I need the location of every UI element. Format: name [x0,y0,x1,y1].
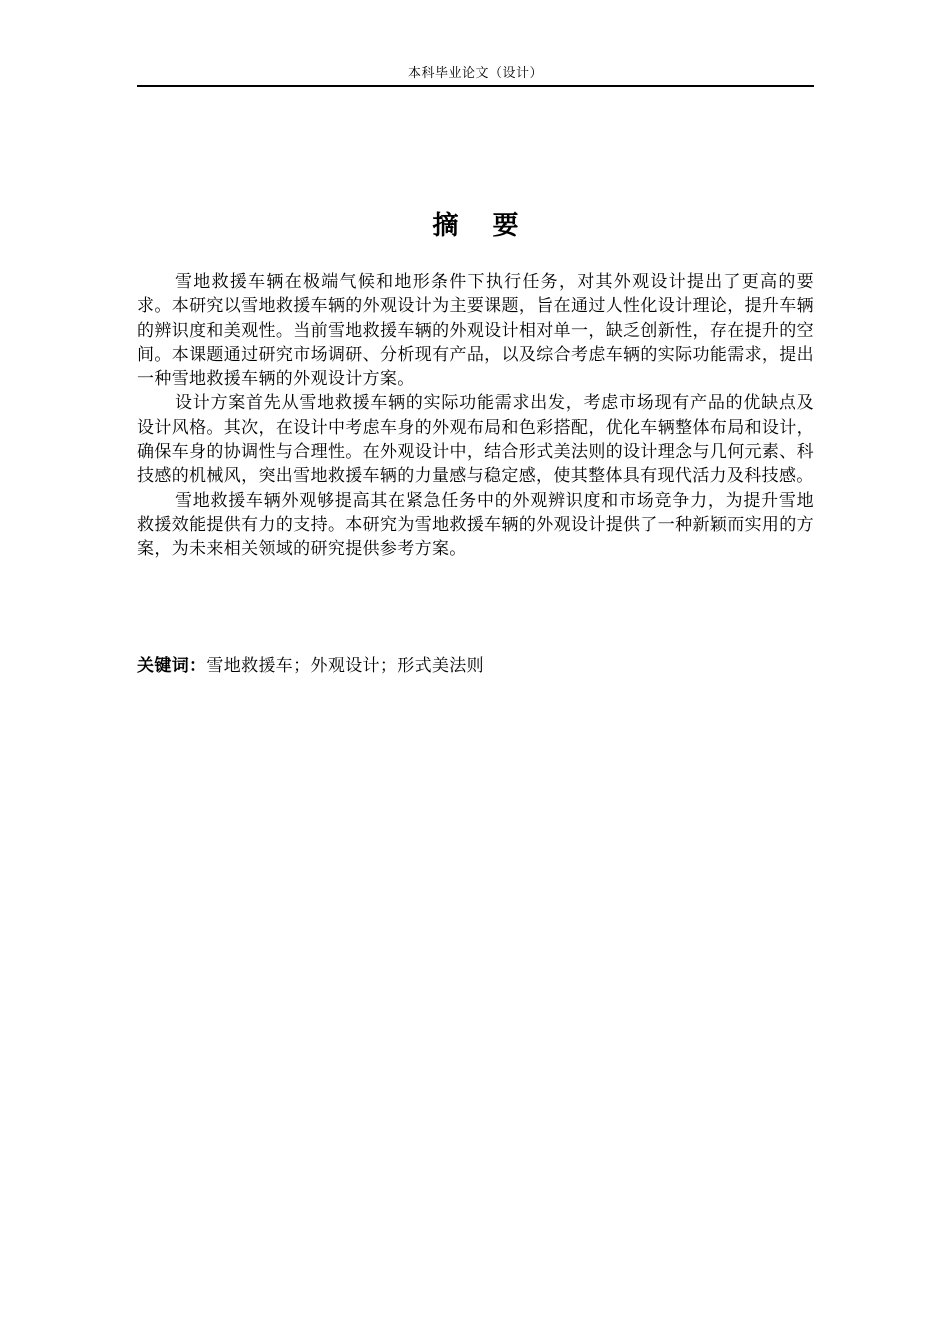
abstract-title: 摘要 [432,211,553,241]
keywords-line [137,654,814,678]
keywords-label: 关键词： [137,656,207,676]
running-header: 本科毕业论文（设计） [407,66,543,81]
abstract-body [137,270,814,562]
keywords-value: 雪地救援车；外观设计；形式美法则 [206,656,485,676]
abstract-paragraph-3: 雪地救援车辆外观够提高其在紧急任务中的外观辨识度和市场竞争力，为提升雪地救援效能提供有力的支持。本研究为雪地救援车辆的外观设计提供了一种新颖而实用的方案，为未来相关领域的研究提供参考方案。 [137,490,814,560]
abstract-paragraph-2: 设计方案首先从雪地救援车辆的实际功能需求出发，考虑市场现有产品的优缺点及设计风格。其次，在设计中考虑车身的外观布局和色彩搭配，优化车辆整体布局和设计，确保车身的协调性与合理性。在外观设计中，结合形式美法则的设计理念与几何元素、科技感的机械风，突出雪地救援车辆的力量感与稳定感，使其整体具有现代活力及科技感。 [137,393,814,487]
header-rule [137,85,814,87]
abstract-paragraph-1: 雪地救援车辆在极端气候和地形条件下执行任务，对其外观设计提出了更高的要求。本研究以雪地救援车辆的外观设计为主要课题，旨在通过人性化设计理论，提升车辆的辨识度和美观性。当前雪地救援车辆的外观设计相对单一，缺乏创新性，存在提升的空间。本课题通过研究市场调研、分析现有产品，以及综合考虑车辆的实际功能需求，提出一种雪地救援车辆的外观设计方案。 [137,272,814,390]
